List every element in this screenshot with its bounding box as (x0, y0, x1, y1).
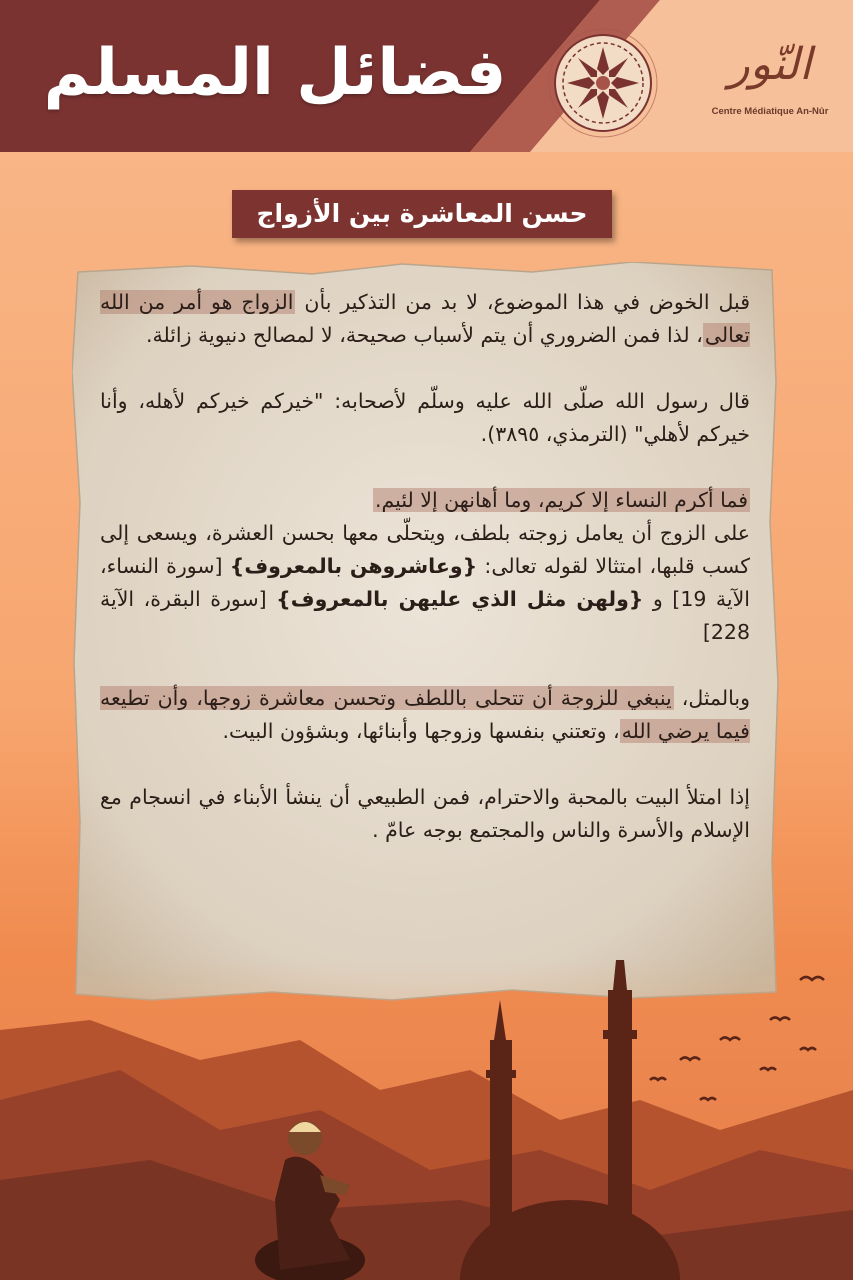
paragraph-1 (100, 286, 750, 352)
logo-arabic-text: النّور (728, 39, 812, 90)
p1-text-a: قبل الخوض في هذا الموضوع، لا بد من التذكير بأن (295, 290, 751, 314)
p4-text-b: ، وتعتني بنفسها وزوجها وأبنائها، وبشؤون البيت. (222, 719, 620, 743)
parchment-card (72, 262, 780, 1004)
landscape-illustration (0, 960, 853, 1280)
p1-highlight: الزواج هو أمر من الله تعالى (100, 290, 750, 347)
p3-highlight: فما أكرم النساء إلا كريم، وما أهانهن إلا لئيم. (374, 488, 748, 512)
article-body (100, 286, 750, 880)
paragraph-5: إذا امتلأ البيت بالمحبة والاحترام، فمن الطبيعي أن ينشأ الأبناء في انسجام مع الإسلام والأسرة والناس والمجتمع بوجه عامّ . (100, 785, 750, 842)
paragraph-2: قال رسول الله صلّى الله عليه وسلّم لأصحابه: "خيركم خيركم لأهله، وأنا خيركم لأهلي" (الترمذي، ٣٨٩٥). (100, 389, 750, 446)
logo-caption: Centre Médiatique An-Nûr (711, 106, 829, 117)
p4-text-a: وبالمثل، (673, 686, 750, 710)
section-subtitle: حسن المعاشرة بين الأزواج (232, 190, 612, 238)
header-banner (0, 0, 853, 152)
paragraph-4 (100, 682, 750, 748)
verse-ref-1: [سورة النساء، الآية 19] و (100, 554, 750, 611)
quran-verse-2: {ولهن مثل الذي عليهن بالمعروف} (276, 587, 644, 611)
page-title: فضائل المسلم (43, 36, 507, 110)
p1-text-b: ، لذا فمن الضروري أن يتم لأسباب صحيحة، لا لمصالح دنيوية زائلة. (145, 323, 703, 347)
mandala-ornament-icon (538, 18, 668, 148)
quran-verse-1: {وعاشروهن بالمعروف} (229, 554, 478, 578)
p4-highlight: ينبغي للزوجة أن تتحلى باللطف وتحسن معاشرة زوجها، وأن تطيعه فيما يرضي الله (100, 686, 750, 743)
paragraph-3 (100, 484, 750, 649)
verse-ref-2: [سورة البقرة، الآية 228] (100, 587, 750, 644)
brand-logo (700, 30, 840, 130)
p3-text-a: على الزوج أن يعامل زوجته بلطف، ويتحلّى معها بحسن العشرة، ويسعى إلى كسب قلبها، امتثالا لقوله تعالى: (100, 521, 750, 578)
